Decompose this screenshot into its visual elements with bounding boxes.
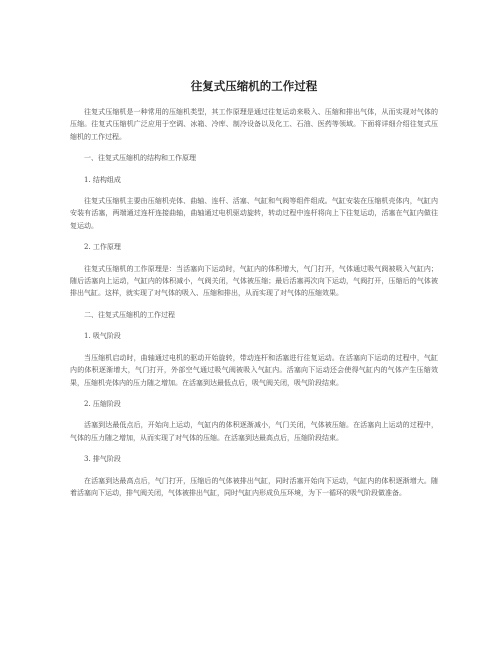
- section-2-sub-2-body: 活塞到达最低点后，开始向上运动，气缸内的体积逐渐减小，气门关闭，气体被压缩。在活塞向上运动的过程中，气体的压力随之增加，从而实现了对气体的压缩。在活塞到达最高点后，压缩阶段结束。: [70, 421, 438, 442]
- section-2-sub-1-heading: 1. 吸气阶段: [84, 332, 121, 341]
- section-2-heading: 二、往复式压缩机的工作过程: [84, 310, 175, 319]
- intro-paragraph: 往复式压缩机是一种常用的压缩机类型，其工作原理是通过往复运动来吸入、压缩和排出气体，从而实现对气体的压缩。往复式压缩机广泛应用于空调、冰箱、冷库、制冷设备以及化工、石油、医药等领域。下面将详细介绍往复式压缩机的工作过程。: [70, 108, 438, 141]
- section-1-sub-1-heading: 1. 结构组成: [84, 175, 121, 184]
- section-1-sub-2-body: 往复式压缩机的工作原理是：当活塞向下运动时，气缸内的体积增大，气门打开，气体通过吸气阀被吸入气缸内；随后活塞向上运动，气缸内的体积减小，气阀关闭，气体被压缩；最后活塞再次向下运动，气阀打开，压缩后的气体被排出气缸。这样，就实现了对气体的吸入、压缩和排出，从而实现了对气体的压缩效果。: [70, 264, 438, 298]
- section-1-sub-2-heading: 2. 工作原理: [84, 243, 121, 252]
- section-1-heading: 一、往复式压缩机的结构和工作原理: [84, 154, 196, 163]
- document-title: 往复式压缩机的工作过程: [190, 79, 318, 93]
- section-2-sub-2-heading: 2. 压缩阶段: [84, 399, 121, 408]
- section-2-sub-1-body: 当压缩机启动时，曲轴通过电机的驱动开始旋转，带动连杆和活塞进行往复运动。在活塞向下运动的过程中，气缸内的体积逐渐增大，气门打开，外部空气通过吸气阀被吸入气缸内。活塞向下运动还会使得气缸内的气体产生压缩效果，压缩机壳体内的压力随之增加。在活塞到达最低点后，吸气阀关闭，吸气阶段结束。: [70, 353, 438, 387]
- section-1-sub-1-body: 往复式压缩机主要由压缩机壳体、曲轴、连杆、活塞、气缸和气阀等组件组成。气缸安装在压缩机壳体内，气缸内安装有活塞，两端通过连杆连接曲轴，曲轴通过电机驱动旋转，转动过程中连杆将向上下往复运动，活塞在气缸内做往复运动。: [70, 197, 438, 230]
- section-2-sub-3-heading: 3. 排气阶段: [84, 455, 121, 464]
- section-2-sub-3-body: 在活塞到达最高点后，气门打开，压缩后的气体被排出气缸，同时活塞开始向下运动，气缸内的体积逐渐增大。随着活塞向下运动，排气阀关闭，气体被排出气缸，同时气缸内形成负压环境，为下一循环的吸气阶段做准备。: [70, 476, 438, 497]
